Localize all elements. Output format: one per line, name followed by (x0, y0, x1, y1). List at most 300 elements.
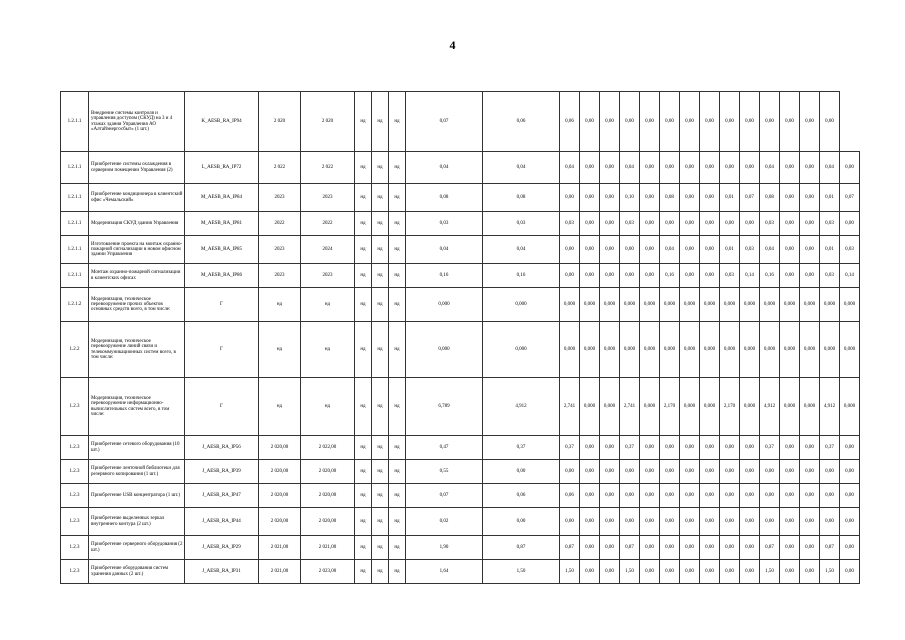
financing-value-cell: 0,00 (700, 264, 720, 288)
start-year-cell: 2 020 (259, 92, 301, 152)
status-cell: нд (389, 560, 406, 584)
financing-value-cell: 0,000 (720, 288, 740, 322)
start-year-cell: 2023 (259, 236, 301, 264)
financing-value-cell: 0,00 (800, 92, 820, 152)
financing-value-cell: 0,00 (700, 184, 720, 212)
financing-value-cell: 0,03 (840, 236, 860, 264)
cost-plan-cell: 1,64 (406, 560, 483, 584)
financing-value-cell: 0,00 (680, 460, 700, 484)
financing-value-cell: 0,00 (700, 212, 720, 236)
financing-value-cell: 0,00 (820, 484, 840, 508)
financing-value-cell: 0,00 (580, 484, 600, 508)
item-code-cell: K_AESB_RA_IP94 (185, 92, 259, 152)
financing-value-cell: 0,00 (640, 152, 660, 184)
table-row (61, 236, 860, 264)
financing-value-cell: 0,00 (580, 92, 600, 152)
table-row (61, 264, 860, 288)
financing-value-cell: 0,00 (780, 212, 800, 236)
financing-value-cell: 0,00 (600, 436, 620, 460)
status-cell: нд (355, 536, 372, 560)
status-cell: нд (389, 322, 406, 378)
table-row (61, 378, 860, 436)
financing-value-cell: 0,00 (660, 536, 680, 560)
financing-value-cell: 0,000 (840, 288, 860, 322)
financing-value-cell: 0,00 (620, 264, 640, 288)
financing-value-cell: 0,00 (840, 484, 860, 508)
financing-value-cell: 0,00 (600, 460, 620, 484)
financing-value-cell: 0,00 (740, 460, 760, 484)
status-cell: нд (355, 212, 372, 236)
start-year-cell: 2 020,00 (259, 508, 301, 536)
financing-value-cell: 0,00 (640, 184, 660, 212)
status-cell: нд (389, 288, 406, 322)
financing-value-cell: 0,000 (780, 378, 800, 436)
item-name-cell: Изготовление проекта на монтаж охранно-пожарной сигнализации в новом офисном здании Управления (89, 236, 185, 264)
financing-value-cell: 0,00 (820, 92, 840, 152)
financing-value-cell: 0,00 (700, 508, 720, 536)
item-name-cell: Внедрение системы контроля и управления доступом (СКУД) на 3 и 4 этажах здания Управления АО «Алтайэнергосбыт» (1 шт.) (89, 92, 185, 152)
financing-value-cell: 0,00 (740, 536, 760, 560)
financing-value-cell: 0,00 (740, 484, 760, 508)
cost-remaining-cell: 0,00 (483, 508, 560, 536)
item-code-cell: Г (185, 288, 259, 322)
end-year-cell: нд (301, 378, 355, 436)
financing-value-cell: 0,000 (680, 322, 700, 378)
financing-value-cell: 0,00 (600, 484, 620, 508)
financing-value-cell: 0,000 (800, 378, 820, 436)
financing-value-cell: 0,000 (560, 322, 580, 378)
end-year-cell: 2024 (301, 236, 355, 264)
status-cell: нд (389, 152, 406, 184)
financing-value-cell: 0,00 (680, 484, 700, 508)
financing-value-cell: 0,04 (760, 236, 780, 264)
financing-value-cell: 0,000 (720, 322, 740, 378)
table-row (61, 436, 860, 460)
start-year-cell: нд (259, 322, 301, 378)
financing-value-cell: 0,00 (660, 484, 680, 508)
financing-value-cell: 0,87 (760, 536, 780, 560)
financing-value-cell: 0,00 (700, 236, 720, 264)
financing-value-cell: 0,00 (700, 92, 720, 152)
financing-value-cell: 0,00 (580, 436, 600, 460)
status-cell: нд (389, 436, 406, 460)
cost-plan-cell: 6,789 (406, 378, 483, 436)
financing-value-cell: 0,00 (580, 536, 600, 560)
financing-value-cell: 0,00 (840, 560, 860, 584)
status-cell: нд (372, 288, 389, 322)
end-year-cell: 2022 (301, 212, 355, 236)
financing-value-cell: 0,000 (840, 322, 860, 378)
financing-value-cell: 1,50 (820, 560, 840, 584)
status-cell: нд (389, 184, 406, 212)
row-number-cell: 1.2.1.1 (61, 92, 89, 152)
status-cell: нд (389, 378, 406, 436)
financing-value-cell: 0,00 (700, 560, 720, 584)
financing-value-cell: 0,00 (620, 460, 640, 484)
table-row (61, 288, 860, 322)
financing-value-cell: 0,000 (560, 288, 580, 322)
status-cell: нд (372, 560, 389, 584)
financing-value-cell: 0,00 (600, 508, 620, 536)
financing-value-cell: 0,00 (660, 560, 680, 584)
financing-value-cell: 0,00 (840, 508, 860, 536)
start-year-cell: 2023 (259, 264, 301, 288)
table-row (61, 484, 860, 508)
status-cell: нд (389, 508, 406, 536)
financing-value-cell: 0,000 (800, 322, 820, 378)
financing-value-cell: 0,03 (620, 212, 640, 236)
financing-value-cell: 1,50 (760, 560, 780, 584)
status-cell: нд (372, 212, 389, 236)
financing-value-cell: 0,00 (600, 184, 620, 212)
financing-value-cell: 0,00 (580, 212, 600, 236)
financing-value-cell: 0,00 (760, 92, 780, 152)
cost-remaining-cell: 0,000 (483, 288, 560, 322)
financing-value-cell: 0,00 (680, 184, 700, 212)
financing-value-cell: 0,000 (620, 288, 640, 322)
cost-remaining-cell: 0,000 (483, 322, 560, 378)
financing-value-cell: 0,37 (760, 436, 780, 460)
item-code-cell: Г (185, 322, 259, 378)
item-name-cell: Приобретение сетевого оборудования (10 шт.) (89, 436, 185, 460)
cost-plan-cell: 0,04 (406, 236, 483, 264)
financing-value-cell: 0,00 (660, 152, 680, 184)
financing-value-cell: 0,00 (680, 92, 700, 152)
end-year-cell: 2023 (301, 184, 355, 212)
financing-value-cell: 2,741 (560, 378, 580, 436)
financing-value-cell: 0,00 (720, 536, 740, 560)
start-year-cell: 2 020,00 (259, 436, 301, 460)
financing-value-cell: 0,00 (660, 92, 680, 152)
table-row (61, 508, 860, 536)
financing-value-cell: 0,00 (740, 212, 760, 236)
financing-value-cell: 0,00 (740, 560, 760, 584)
status-cell: нд (355, 152, 372, 184)
cost-plan-cell: 1,90 (406, 536, 483, 560)
financing-value-cell: 0,000 (800, 288, 820, 322)
financing-value-cell: 0,00 (640, 536, 660, 560)
financing-value-cell: 0,00 (760, 484, 780, 508)
table-row (61, 184, 860, 212)
financing-value-cell: 0,00 (680, 536, 700, 560)
financing-value-cell: 0,00 (660, 508, 680, 536)
financing-value-cell: 0,01 (820, 236, 840, 264)
financing-value-cell: 0,00 (660, 212, 680, 236)
financing-value-cell: 1,50 (620, 560, 640, 584)
item-code-cell: J_AESB_RA_IP29 (185, 536, 259, 560)
financing-value-cell: 0,000 (700, 288, 720, 322)
status-cell: нд (355, 288, 372, 322)
item-code-cell: J_AESB_RA_IP44 (185, 508, 259, 536)
financing-value-cell: 0,00 (580, 236, 600, 264)
status-cell: нд (355, 378, 372, 436)
cost-remaining-cell: 0,06 (483, 484, 560, 508)
financing-value-cell: 0,00 (740, 92, 760, 152)
financing-value-cell: 0,00 (680, 560, 700, 584)
financing-value-cell: 0,07 (840, 184, 860, 212)
financing-value-cell: 0,00 (640, 460, 660, 484)
financing-value-cell: 0,03 (820, 212, 840, 236)
cost-remaining-cell: 0,37 (483, 436, 560, 460)
financing-value-cell: 0,14 (840, 264, 860, 288)
row-number-cell: 1.2.1.1 (61, 184, 89, 212)
financing-value-cell: 0,00 (580, 508, 600, 536)
financing-value-cell: 0,000 (660, 288, 680, 322)
financing-value-cell: 0,00 (720, 212, 740, 236)
financing-value-cell: 0,00 (820, 460, 840, 484)
status-cell: нд (355, 436, 372, 460)
status-cell: нд (355, 508, 372, 536)
financing-value-cell: 0,03 (560, 212, 580, 236)
financing-value-cell: 0,00 (660, 460, 680, 484)
cost-plan-cell: 0,000 (406, 288, 483, 322)
item-code-cell: J_AESB_RA_IP31 (185, 560, 259, 584)
financing-value-cell: 0,000 (680, 378, 700, 436)
financing-value-cell: 0,00 (600, 152, 620, 184)
status-cell: нд (389, 264, 406, 288)
financing-value-cell: 0,00 (600, 264, 620, 288)
financing-value-cell: 0,00 (780, 236, 800, 264)
item-name-cell: Приобретение USB концентратора (1 шт.) (89, 484, 185, 508)
item-name-cell: Приобретение кондиционера в клиентский офис «Чемальский» (89, 184, 185, 212)
financing-value-cell: 0,00 (600, 536, 620, 560)
end-year-cell: 2 023,00 (301, 560, 355, 584)
financing-value-cell: 0,37 (560, 436, 580, 460)
end-year-cell: 2 020,00 (301, 508, 355, 536)
end-year-cell: 2 022 (301, 152, 355, 184)
cost-plan-cell: 0,03 (406, 212, 483, 236)
financing-value-cell: 0,00 (640, 484, 660, 508)
row-number-cell: 1.2.3 (61, 436, 89, 460)
financing-value-cell: 0,00 (780, 560, 800, 584)
financing-value-cell: 0,00 (680, 212, 700, 236)
financing-value-cell: 1,50 (560, 560, 580, 584)
item-code-cell: J_AESB_RA_IP56 (185, 436, 259, 460)
financing-value-cell: 0,00 (720, 484, 740, 508)
item-name-cell: Модернизация, техническое перевооружение линий связи и телекоммуникационных систем всего, в том числе: (89, 322, 185, 378)
financing-value-cell: 0,00 (640, 212, 660, 236)
cost-remaining-cell: 1,50 (483, 560, 560, 584)
cost-plan-cell: 0,55 (406, 460, 483, 484)
item-name-cell: Монтаж охранно-пожарной сигнализации в клиентских офисах (89, 264, 185, 288)
financing-value-cell: 0,000 (640, 322, 660, 378)
financing-value-cell: 0,00 (780, 92, 800, 152)
financing-value-cell: 0,06 (560, 484, 580, 508)
page-number: 4 (449, 38, 456, 52)
end-year-cell: нд (301, 322, 355, 378)
cost-remaining-cell: 4,912 (483, 378, 560, 436)
financing-value-cell: 0,00 (580, 184, 600, 212)
table-row (61, 152, 860, 184)
cost-plan-cell: 0,47 (406, 436, 483, 460)
financing-value-cell: 0,00 (800, 460, 820, 484)
row-number-cell: 1.2.3 (61, 484, 89, 508)
financing-value-cell: 0,00 (800, 560, 820, 584)
end-year-cell: 2 020 (301, 92, 355, 152)
financing-value-cell: 0,08 (660, 184, 680, 212)
financing-value-cell: 0,00 (780, 184, 800, 212)
financing-value-cell: 0,00 (780, 436, 800, 460)
cost-remaining-cell: 0,16 (483, 264, 560, 288)
financing-value-cell: 0,00 (580, 560, 600, 584)
financing-value-cell: 0,000 (840, 378, 860, 436)
status-cell: нд (355, 236, 372, 264)
financing-value-cell: 0,00 (620, 508, 640, 536)
item-name-cell: Приобретение выделенных зеркал внутреннего контура (2 шт.) (89, 508, 185, 536)
financing-value-cell: 0,00 (580, 264, 600, 288)
start-year-cell: 2 020,00 (259, 484, 301, 508)
end-year-cell: 2 020,00 (301, 460, 355, 484)
item-code-cell: Г (185, 378, 259, 436)
end-year-cell: 2 022,00 (301, 436, 355, 460)
financing-value-cell: 0,00 (560, 184, 580, 212)
financing-value-cell: 0,37 (820, 436, 840, 460)
cost-plan-cell: 0,04 (406, 152, 483, 184)
status-cell: нд (372, 508, 389, 536)
financing-value-cell: 0,16 (760, 264, 780, 288)
financing-value-cell: 0,00 (600, 92, 620, 152)
cost-plan-cell: 0,08 (406, 184, 483, 212)
financing-value-cell: 0,00 (600, 560, 620, 584)
status-cell: нд (372, 378, 389, 436)
financing-value-cell: 0,000 (760, 288, 780, 322)
financing-value-cell: 0,00 (740, 508, 760, 536)
financing-value-cell: 0,00 (600, 236, 620, 264)
financing-value-cell: 0,00 (560, 236, 580, 264)
financing-value-cell: 0,00 (800, 264, 820, 288)
financing-value-cell: 0,00 (700, 484, 720, 508)
cost-remaining-cell: 0,08 (483, 184, 560, 212)
financing-value-cell: 0,00 (720, 152, 740, 184)
status-cell: нд (372, 460, 389, 484)
status-cell: нд (355, 460, 372, 484)
row-number-cell: 1.2.3 (61, 460, 89, 484)
financing-value-cell: 0,04 (820, 152, 840, 184)
financing-value-cell: 0,000 (700, 322, 720, 378)
financing-value-cell: 0,00 (620, 484, 640, 508)
financing-value-cell: 0,01 (820, 184, 840, 212)
financing-value-cell: 0,000 (820, 288, 840, 322)
financing-value-cell: 0,000 (760, 322, 780, 378)
financing-value-cell: 0,00 (640, 92, 660, 152)
financing-value-cell: 0,00 (680, 264, 700, 288)
row-number-cell: 1.2.3 (61, 560, 89, 584)
financing-value-cell: 2,170 (720, 378, 740, 436)
investment-program-table (60, 91, 860, 584)
financing-value-cell: 0,04 (660, 236, 680, 264)
financing-value-cell: 0,00 (720, 560, 740, 584)
status-cell: нд (355, 560, 372, 584)
row-number-cell: 1.2.3 (61, 378, 89, 436)
status-cell: нд (372, 484, 389, 508)
cost-plan-cell: 0,07 (406, 484, 483, 508)
financing-value-cell: 0,00 (680, 508, 700, 536)
table-row (61, 322, 860, 378)
financing-value-cell: 0,00 (740, 436, 760, 460)
row-number-cell: 1.2.2 (61, 322, 89, 378)
status-cell: нд (372, 152, 389, 184)
financing-value-cell: 0,00 (680, 436, 700, 460)
financing-value-cell: 2,741 (620, 378, 640, 436)
status-cell: нд (372, 92, 389, 152)
financing-value-cell: 0,00 (800, 236, 820, 264)
item-code-cell: J_AESB_RA_IP47 (185, 484, 259, 508)
financing-value-cell: 0,00 (600, 212, 620, 236)
financing-value-cell: 0,00 (720, 436, 740, 460)
financing-value-cell: 0,00 (780, 536, 800, 560)
item-code-cell: L_AESB_RA_IP72 (185, 152, 259, 184)
financing-value-cell: 0,00 (560, 264, 580, 288)
financing-value-cell: 0,000 (580, 288, 600, 322)
financing-value-cell: 0,10 (620, 184, 640, 212)
financing-value-cell: 0,04 (620, 152, 640, 184)
status-cell: нд (372, 436, 389, 460)
financing-value-cell: 2,170 (660, 378, 680, 436)
financing-value-cell: 0,00 (680, 152, 700, 184)
status-cell: нд (355, 484, 372, 508)
status-cell: нд (372, 536, 389, 560)
end-year-cell: 2 020,00 (301, 484, 355, 508)
financing-value-cell: 0,01 (720, 236, 740, 264)
financing-value-cell: 0,00 (700, 152, 720, 184)
financing-value-cell: 0,000 (640, 378, 660, 436)
cost-plan-cell: 0,000 (406, 322, 483, 378)
status-cell: нд (355, 264, 372, 288)
financing-value-cell: 0,00 (780, 484, 800, 508)
financing-value-cell: 0,00 (720, 92, 740, 152)
financing-value-cell: 0,00 (720, 460, 740, 484)
cost-plan-cell: 0,07 (406, 92, 483, 152)
row-number-cell: 1.2.3 (61, 508, 89, 536)
cost-plan-cell: 0,16 (406, 264, 483, 288)
start-year-cell: 2 022 (259, 152, 301, 184)
financing-value-cell: 0,06 (560, 92, 580, 152)
financing-value-cell: 0,00 (760, 508, 780, 536)
status-cell: нд (389, 236, 406, 264)
financing-value-cell: 0,00 (840, 212, 860, 236)
financing-value-cell: 0,00 (680, 236, 700, 264)
financing-value-cell: 0,00 (580, 460, 600, 484)
financing-value-cell: 0,00 (800, 152, 820, 184)
financing-value-cell: 0,00 (820, 508, 840, 536)
item-name-cell: Приобретение серверного оборудования (2 шт.) (89, 536, 185, 560)
status-cell: нд (389, 212, 406, 236)
status-cell: нд (389, 460, 406, 484)
financing-value-cell: 4,912 (760, 378, 780, 436)
financing-value-cell: 0,000 (740, 322, 760, 378)
financing-value-cell: 0,000 (580, 378, 600, 436)
financing-value-cell: 0,07 (740, 184, 760, 212)
financing-value-cell: 0,03 (740, 236, 760, 264)
cost-remaining-cell: 0,03 (483, 212, 560, 236)
financing-value-cell: 0,00 (560, 508, 580, 536)
financing-value-cell: 0,00 (780, 152, 800, 184)
row-number-cell: 1.2.1.1 (61, 236, 89, 264)
financing-value-cell: 0,000 (740, 378, 760, 436)
status-cell: нд (372, 264, 389, 288)
item-code-cell: M_AESB_RA_IP84 (185, 184, 259, 212)
financing-value-cell: 0,00 (560, 460, 580, 484)
financing-value-cell: 0,03 (760, 212, 780, 236)
financing-value-cell: 0,00 (660, 436, 680, 460)
financing-value-cell: 0,000 (580, 322, 600, 378)
financing-value-cell: 0,00 (800, 212, 820, 236)
status-cell: нд (372, 236, 389, 264)
financing-value-cell: 0,00 (700, 436, 720, 460)
financing-value-cell: 0,000 (600, 288, 620, 322)
item-name-cell: Приобретение ленточной библиотеки для резервного копирования (1 шт.) (89, 460, 185, 484)
start-year-cell: нд (259, 378, 301, 436)
